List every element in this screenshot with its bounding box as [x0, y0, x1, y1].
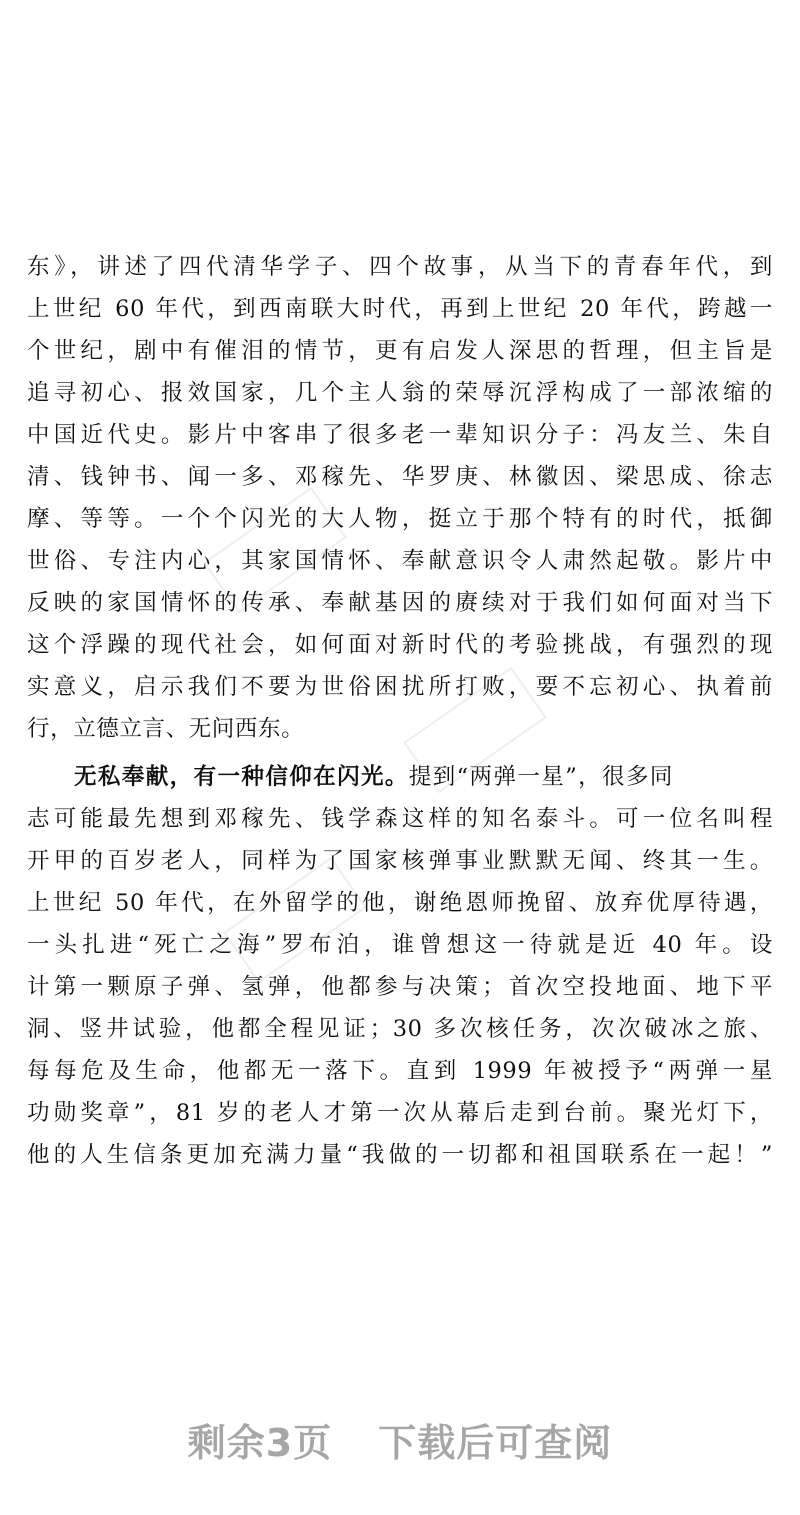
paragraph2-line-9: 功勋奖章”，81 岁的老人才第一次从幕后走到台前。聚光灯下，	[27, 1100, 773, 1126]
paragraph2-line-3: 开甲的百岁老人，同样为了国家核弹事业默默无闻、终其一生。	[27, 848, 773, 874]
paragraph2-line-1	[74, 758, 673, 796]
download-prompt[interactable]	[0, 1412, 800, 1467]
paragraph2-line-7: 洞、竖井试验，他都全程见证；30 多次核任务，次次破冰之旅、	[27, 1016, 773, 1042]
paragraph1-line-6: 清、钱钟书、闻一多、邓稼先、华罗庚、林徽因、梁思成、徐志	[27, 464, 773, 490]
paragraph2-first-line-text: 提到“两弹一星”，很多同	[408, 764, 673, 790]
remaining-pages-text: 剩余3页	[187, 1421, 333, 1465]
paragraph2-line-8: 每每危及生命，他都无一落下。直到 1999 年被授予“两弹一星	[27, 1058, 773, 1084]
paragraph1-line-3: 个世纪，剧中有催泪的情节，更有启发人深思的哲理，但主旨是	[27, 338, 773, 364]
paragraph2-line-4: 上世纪 50 年代，在外留学的他，谢绝恩师挽留、放弃优厚待遇，	[27, 890, 773, 916]
paragraph1-line-12: 行，立德立言、无问西东。	[27, 716, 305, 742]
download-to-view-text: 下载后可查阅	[378, 1421, 613, 1465]
paragraph1-line-10: 这个浮躁的现代社会，如何面对新时代的考验挑战，有强烈的现	[27, 632, 773, 658]
paragraph1-line-2: 上世纪 60 年代，到西南联大时代，再到上世纪 20 年代，跨越一	[27, 296, 773, 322]
paragraph1-line-9: 反映的家国情怀的传承、奉献基因的赓续对于我们如何面对当下	[27, 590, 773, 616]
paragraph1-line-11: 实意义，启示我们不要为世俗困扰所打败，要不忘初心、执着前	[27, 674, 773, 700]
paragraph2-line-5: 一头扎进“死亡之海”罗布泊，谁曾想这一待就是近 40 年。设	[27, 932, 773, 958]
paragraph2-line-6: 计第一颗原子弹、氢弹，他都参与决策；首次空投地面、地下平	[27, 974, 773, 1000]
paragraph1-line-7: 摩、等等。一个个闪光的大人物，挺立于那个特有的时代，抵御	[27, 506, 773, 532]
paragraph1-line-8: 世俗、专注内心，其家国情怀、奉献意识令人肃然起敬。影片中	[27, 548, 773, 574]
paragraph1-line-4: 追寻初心、报效国家，几个主人翁的荣辱沉浮构成了一部浓缩的	[27, 380, 773, 406]
paragraph2-line-10: 他的人生信条更加充满力量“我做的一切都和祖国联系在一起！”	[27, 1142, 773, 1168]
paragraph1-line-1: 东》，讲述了四代清华学子、四个故事，从当下的青春年代，到	[27, 254, 773, 280]
paragraph1-line-5: 中国近代史。影片中客串了很多老一辈知识分子：冯友兰、朱自	[27, 422, 773, 448]
paragraph2-line-2: 志可能最先想到邓稼先、钱学森这样的知名泰斗。可一位名叫程	[27, 806, 773, 832]
paragraph2-heading: 无私奉献，有一种信仰在闪光。	[74, 764, 409, 790]
